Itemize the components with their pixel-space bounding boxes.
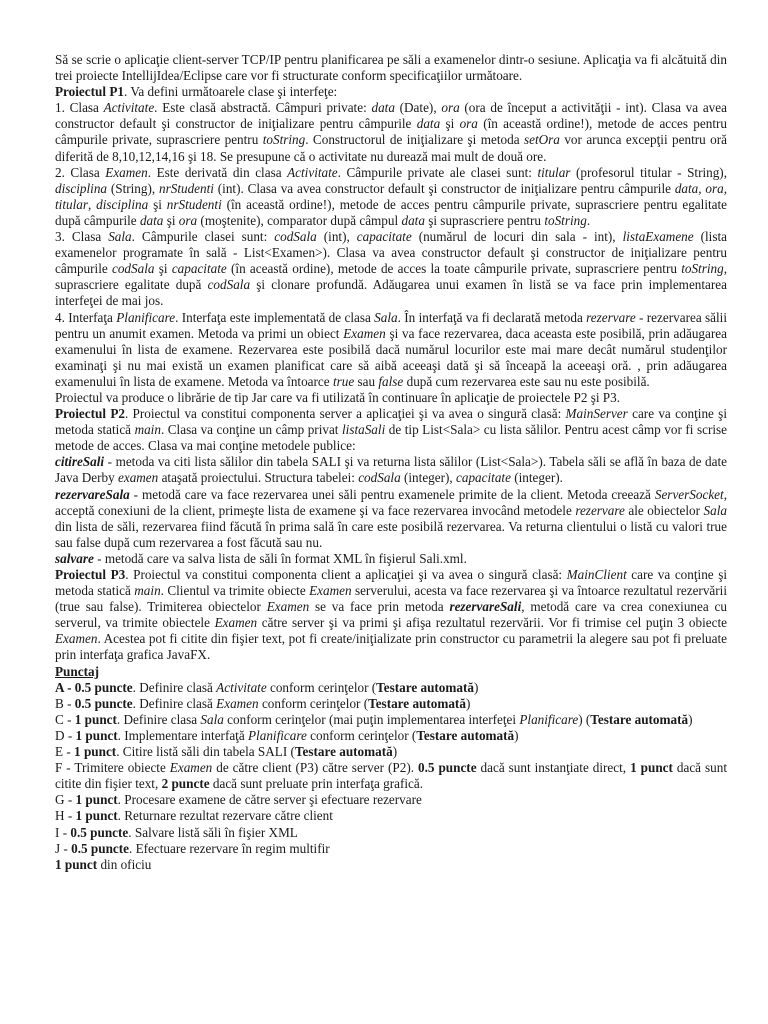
score-item-b: B - 0.5 puncte. Definire clasă Examen conform cerinţelor (Testare automată) — [55, 695, 471, 711]
p1-jar-note: Proiectul va produce o librărie de tip Jar care va fi utilizată în continuare în aplicaţie de proiectele P2 şi P3. — [55, 389, 621, 405]
p1-item-activitate: 1. Clasa Activitate. Este clasă abstractă. Câmpuri private: data (Date), ora (ora de început a activităţii - int). Clasa va avea constructor default şi constructor de iniţializare pentru câmpurile data şi ora (în această ordine!), metode de acces pentru câmpurile private, suprascriere pentru toString. Constructorul de iniţializare şi metoda setOra vor arunca excepţii pentru oră diferită de 8,10,12,14,16 şi 18. Se presupune că o activitate nu durează mai mult de două ore. — [55, 100, 727, 164]
document-page — [55, 52, 727, 873]
p3-paragraph: Proiectul P3. Proiectul va constitui componenta client a aplicaţiei şi va avea o singură clasă: MainClient care va conţine şi metoda statică main. Clientul va trimite obiecte Examen serverului, acesta va face rezervarea şi va întoarce rezultatul rezervării (true sau false). Trimiterea obiectelor Examen se va face prin metoda rezervareSali, metodă care va crea conexiunea cu serverul, va trimite obiectele Examen către server şi va primi şi afişa rezultatul rezervării. Vor fi trimise cel puţin 3 obiecte Examen. Acestea pot fi citite din fişier text, pot fi create/iniţializate prin constructor cu parametrii la alegere sau pot fi preluate prin interfaţa grafica JavaFX. — [55, 567, 727, 663]
p1-heading: Proiectul P1. Va defini următoarele clase şi interfeţe: — [55, 84, 338, 100]
p2-method-rezervaresala: rezervareSala - metodă care va face rezervarea unei săli pentru examenele primite de la client. Metoda creează ServerSocket, acceptă conexiuni de la client, primeşte lista de examene şi va face rezervarea invocând metodele rezervare ale obiectelor Sala din lista de săli, rezervarea fiind făcută în prima sală în care este posibilă rezervarea. Va returna clientului o listă cu valori true sau false după cum rezervarea a fost făcută sau nu. — [55, 486, 727, 550]
score-item-d: D - 1 punct. Implementare interfaţă Planificare conform cerinţelor (Testare automată) — [55, 727, 519, 743]
p2-method-citiresali: citireSali - metoda va citi lista sălilor din tabela SALI şi va returna lista sălilor (List<Sala>). Tabela săli se află în baza de date Java Derby examen ataşată proiectului. Structura tabelei: codSala (integer), capacitate (integer). — [55, 454, 727, 486]
intro-paragraph: Să se scrie o aplicaţie client-server TCP/IP pentru planificarea pe săli a examenelor dintr-o sesiune. Aplicaţia va fi alcătuită din trei proiecte IntellijIdea/Eclipse care vor fi structurate conform specificaţiilor următoare. — [55, 52, 727, 84]
score-oficiu: 1 punct din oficiu — [55, 856, 152, 872]
score-item-a: A - 0.5 puncte. Definire clasă Activitate conform cerinţelor (Testare automată) — [55, 679, 479, 695]
score-item-c: C - 1 punct. Definire clasa Sala conform cerinţelor (mai puţin implementarea interfeţei Planificare) (Testare automată) — [55, 711, 693, 727]
p2-method-salvare: salvare - metodă care va salva lista de săli în format XML în fişierul Sali.xml. — [55, 550, 467, 566]
score-item-f: F - Trimitere obiecte Examen de către client (P3) către server (P2). 0.5 puncte dacă sunt instanţiate direct, 1 punct dacă sunt citite din fişier text, 2 puncte dacă sunt preluate prin interfaţa grafică. — [55, 760, 727, 792]
p1-item-sala: 3. Clasa Sala. Câmpurile clasei sunt: codSala (int), capacitate (numărul de locuri din sala - int), listaExamene (lista examenelor programate în sală - List<Examen>). Clasa va avea constructor default şi constructor de iniţializare pentru câmpurile codSala şi capacitate (în această ordine), metode de acces la toate câmpurile private, suprascriere pentru toString, suprascriere egalitate după codSala şi clonare profundă. Adăugarea unui examen în listă se va face prin implementarea interfeţei de mai jos. — [55, 229, 728, 309]
p1-item-planificare: 4. Interfaţa Planificare. Interfaţa este implementată de clasa Sala. În interfaţă va fi declarată metoda rezervare - rezervarea sălii pentru un anumit examen. Metoda va primi un obiect Examen şi va face rezervarea, daca aceasta este posibilă, prin adăugarea examenului în lista de examene. Rezervarea este posibilă dacă numărul locurilor este mai mare decât numărul studenţilor examinaţi şi nu mai există un examen planificat care să aibă aceeaşi dată şi să înceapă la aceeaşi oră. , prin adăugarea examenului în lista de examene. Metoda va întoarce true sau false după cum rezervarea este sau nu este posibilă. — [55, 309, 727, 389]
score-item-i: I - 0.5 puncte. Salvare listă săli în fişier XML — [55, 824, 298, 840]
score-item-g: G - 1 punct. Procesare examene de către server şi efectuare rezervare — [55, 792, 422, 808]
score-item-e: E - 1 punct. Citire listă săli din tabela SALI (Testare automată) — [55, 744, 398, 760]
p2-heading-paragraph: Proiectul P2. Proiectul va constitui componenta server a aplicaţiei şi va avea o singură clasă: MainServer care va conţine şi metoda statică main. Clasa va conţine un câmp privat listaSali de tip List<Sala> cu lista sălilor. Pentru acest câmp vor fi scrise metode de acces. Clasa va mai conţine metodele publice: — [55, 406, 727, 454]
score-item-h: H - 1 punct. Returnare rezultat rezervare către client — [55, 808, 333, 824]
p1-item-examen: 2. Clasa Examen. Este derivată din clasa Activitate. Câmpurile private ale clasei sunt: titular (profesorul titular - String), disciplina (String), nrStudenti (int). Clasa va avea constructor default şi constructor de iniţializare pentru câmpurile data, ora, titular, disciplina şi nrStudenti (în această ordine!), metode de acces pentru câmpurile private, suprascriere pentru egalitate după câmpurile data şi ora (moştenite), comparator după câmpul data şi suprascriere pentru toString. — [55, 164, 728, 228]
punctaj-heading: Punctaj — [55, 663, 99, 679]
score-item-j: J - 0.5 puncte. Efectuare rezervare în regim multifir — [55, 840, 330, 856]
